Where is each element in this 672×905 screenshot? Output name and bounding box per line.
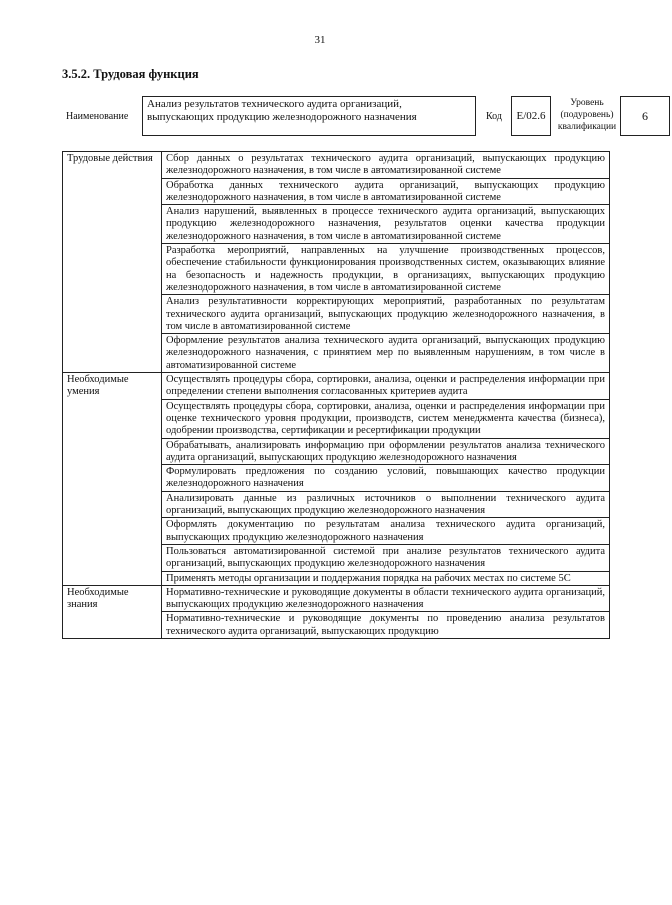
table-row [63, 152, 610, 179]
table-cell: Формулировать предложения по созданию условий, повышающих качество продукции железнодорожного назначения [162, 465, 610, 492]
table-row [63, 585, 610, 612]
table-cell: Обрабатывать, анализировать информацию при оформлении результатов анализа технического аудита организаций, выпускающих продукцию железнодорожного назначения [162, 438, 610, 465]
section-title: 3.5.2. Трудовая функция [62, 67, 199, 81]
table-cell: Оформлять документацию по результатам анализа технического аудита организаций, выпускающих продукцию железнодорожного назначения [162, 518, 610, 545]
table-cell: Осуществлять процедуры сбора, сортировки, анализа, оценки и распределения информации при определении степени выполнения согласованных критериев аудита [162, 373, 610, 400]
function-name-value: Анализ результатов технического аудита организаций, выпускающих продукцию железнодорожного назначения [142, 96, 476, 136]
table-cell: Применять методы организации и поддержания порядка на рабочих местах по системе 5С [162, 571, 610, 585]
code-label: Код [486, 111, 502, 122]
category-labor-actions: Трудовые действия [63, 152, 162, 373]
table-cell: Нормативно-технические и руководящие документы в области технического аудита организаций, выпускающих продукцию железнодорожного назначения [162, 585, 610, 612]
table-cell: Анализ результативности корректирующих мероприятий, разработанных по результатам технического аудита организаций, выпускающих продукцию железнодорожного назначения, в том числе в автоматизированной системе [162, 295, 610, 334]
table-cell: Обработка данных технического аудита организаций, выпускающих продукцию железнодорожного назначения, в том числе в автоматизированной системе [162, 178, 610, 205]
table-cell: Сбор данных о результатах технического аудита организаций, выпускающих продукцию железнодорожного назначения, в том числе в автоматизированной системе [162, 152, 610, 179]
table-cell: Оформление результатов анализа технического аудита организаций, выпускающих продукцию железнодорожного назначения, с принятием мер по выявленным нарушениям, в том числе в автоматизированной системе [162, 334, 610, 373]
function-code-value: E/02.6 [511, 96, 551, 136]
table-cell: Нормативно-технические и руководящие документы по проведению анализа результатов технического аудита организаций, выпускающих продукцию [162, 612, 610, 639]
qualification-level-label: Уровень (подуровень) квалификации [557, 98, 617, 132]
table-cell: Анализировать данные из различных источников о выполнении технического аудита организаций, выпускающих продукцию железнодорожного назначения [162, 491, 610, 518]
name-label: Наименование [66, 111, 129, 122]
category-required-skills: Необходимые умения [63, 373, 162, 586]
table-cell: Анализ нарушений, выявленных в процессе технического аудита организаций, выпускающих продукцию железнодорожного назначения, результатов оценки качества продукции железнодорожного назначения, в том числе в автоматизированной системе [162, 205, 610, 244]
table-cell: Разработка мероприятий, направленных на улучшение производственных процессов, обеспечение стабильности функционирования производственных систем, оказывающих влияние на безопасность и надежность продукции, в организациях, выпускающих продукцию железнодорожного назначения, в том числе в автоматизированной системе [162, 244, 610, 295]
table-cell: Осуществлять процедуры сбора, сортировки, анализа, оценки и распределения информации при оценке технического уровня продукции, производств, систем менеджмента качества (бизнеса), одобрении производства, сертификации и ресертификации продукции [162, 399, 610, 438]
qualification-level-value: 6 [620, 96, 670, 136]
function-table [62, 151, 610, 639]
table-cell: Пользоваться автоматизированной системой при анализе результатов технического аудита организаций, выпускающих продукцию железнодорожного назначения [162, 544, 610, 571]
table-row [63, 373, 610, 400]
function-header [62, 96, 672, 138]
category-required-knowledge: Необходимые знания [63, 585, 162, 638]
page-number: 31 [314, 34, 326, 46]
